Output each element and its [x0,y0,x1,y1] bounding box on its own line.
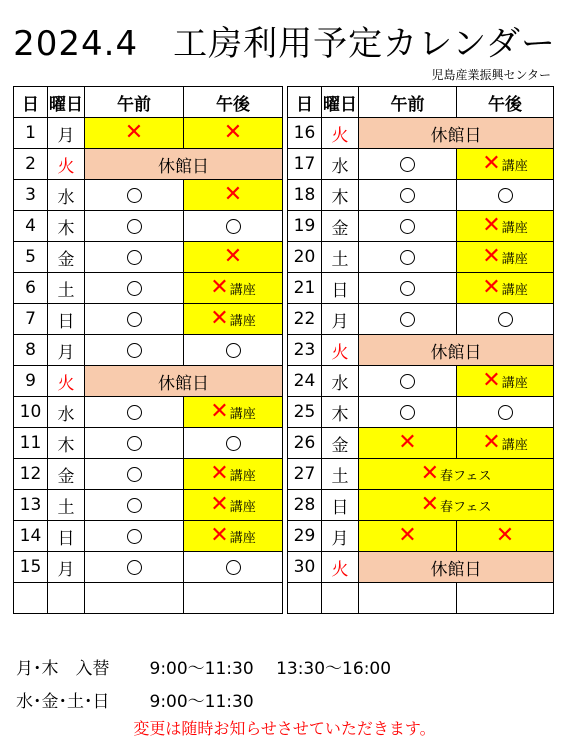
table-row [14,118,283,149]
day-number: 10 [14,397,48,428]
pm-slot-cell [184,552,283,583]
table-row [288,397,554,428]
header-weekday: 曜日 [48,87,85,118]
empty-cell [322,583,359,614]
weekday-cell: 月 [48,335,85,366]
cross-mark-icon: ✕ [124,120,144,145]
table-row [288,521,554,552]
organization-name: 児島産業振興センター [431,68,551,82]
weekday-cell: 木 [322,397,359,428]
empty-cell [184,583,283,614]
circle-mark-icon [127,281,142,296]
weekday-cell: 金 [48,242,85,273]
pm-slot-cell [184,242,283,273]
empty-cell [288,583,322,614]
pm-slot-cell [184,335,283,366]
am-slot-cell [85,428,184,459]
day-number: 9 [14,366,48,397]
weekday-cell: 水 [48,180,85,211]
cross-mark-icon: ✕ [210,492,229,517]
circle-mark-icon [127,560,142,575]
am-slot-cell [359,521,457,552]
circle-mark-icon [127,188,142,203]
table-row [14,335,283,366]
table-row [288,459,554,490]
lecture-note: 講座 [501,376,528,391]
am-slot-cell [85,397,184,428]
weekday-cell: 日 [48,304,85,335]
weekday-cell: 土 [322,242,359,273]
header-am: 午前 [359,87,457,118]
empty-cell [48,583,85,614]
circle-mark-icon [226,560,241,575]
day-number: 4 [14,211,48,242]
am-slot-cell [85,273,184,304]
am-slot-cell [85,552,184,583]
pm-slot-cell [457,273,554,304]
circle-mark-icon [400,374,415,389]
day-number: 16 [288,118,322,149]
lecture-note: 講座 [229,500,256,515]
pm-slot-cell [184,304,283,335]
footer-schedule-line-2 [16,687,254,712]
table-row [288,242,554,273]
pm-slot-cell [184,118,283,149]
day-number: 28 [288,490,322,521]
closed-day-cell: 休館日 [359,118,554,149]
pm-slot-cell [184,521,283,552]
circle-mark-icon [127,343,142,358]
day-number: 17 [288,149,322,180]
pm-slot-cell [184,428,283,459]
am-slot-cell [359,211,457,242]
table-row [14,211,283,242]
footer-line2-times: 9:00～11:30 [149,692,254,712]
circle-mark-icon [400,250,415,265]
weekday-cell: 月 [48,552,85,583]
cross-mark-icon: ✕ [482,151,501,176]
table-row [14,242,283,273]
weekday-cell: 日 [48,521,85,552]
table-row [14,366,283,397]
table-row [288,335,554,366]
cross-mark-icon: ✕ [210,399,229,424]
day-number: 6 [14,273,48,304]
pm-slot-cell [457,428,554,459]
day-number: 25 [288,397,322,428]
am-slot-cell [85,490,184,521]
header-pm: 午後 [457,87,554,118]
am-slot-cell [359,180,457,211]
circle-mark-icon [226,343,241,358]
cross-mark-icon: ✕ [420,492,440,517]
circle-mark-icon [498,188,513,203]
pm-slot-cell [457,149,554,180]
circle-mark-icon [127,219,142,234]
cross-mark-icon: ✕ [210,461,229,486]
lecture-note: 講座 [501,159,528,174]
table-row [288,149,554,180]
change-notice: 変更は随時お知らせさせていただきます。 [133,719,436,738]
weekday-cell: 日 [322,273,359,304]
day-number: 30 [288,552,322,583]
weekday-cell: 月 [322,304,359,335]
day-number: 19 [288,211,322,242]
weekday-cell: 月 [48,118,85,149]
table-row [288,304,554,335]
footer-line1-times: 9:00～11:30 13:30～16:00 [149,659,392,679]
weekday-cell: 金 [322,211,359,242]
event-note: 春フェス [440,500,492,515]
table-row [14,521,283,552]
cross-mark-icon: ✕ [482,244,501,269]
am-slot-cell [359,149,457,180]
weekday-cell: 火 [48,366,85,397]
lecture-note: 講座 [501,221,528,236]
calendar-title: 2024.4 工房利用予定カレンダー [13,24,556,64]
day-number: 26 [288,428,322,459]
empty-cell [85,583,184,614]
table-row [288,180,554,211]
cross-mark-icon: ✕ [482,430,501,455]
weekday-cell: 金 [322,428,359,459]
am-slot-cell [359,428,457,459]
header-row [14,87,283,118]
table-row [14,490,283,521]
cross-mark-icon: ✕ [223,244,243,269]
weekday-cell: 火 [322,335,359,366]
table-row [14,304,283,335]
lecture-note: 講座 [229,407,256,422]
table-row [14,273,283,304]
weekday-cell: 土 [48,273,85,304]
circle-mark-icon [400,312,415,327]
table-row [14,397,283,428]
weekday-cell: 木 [48,211,85,242]
day-number: 29 [288,521,322,552]
pm-slot-cell [457,304,554,335]
empty-cell [359,583,457,614]
circle-mark-icon [127,436,142,451]
day-number: 7 [14,304,48,335]
circle-mark-icon [498,312,513,327]
closed-day-cell: 休館日 [359,335,554,366]
day-number: 8 [14,335,48,366]
am-slot-cell [359,242,457,273]
weekday-cell: 木 [322,180,359,211]
weekday-cell: 土 [48,490,85,521]
am-slot-cell [85,304,184,335]
day-number: 11 [14,428,48,459]
circle-mark-icon [127,250,142,265]
event-cell [359,459,554,490]
circle-mark-icon [400,157,415,172]
am-slot-cell [359,304,457,335]
am-slot-cell [85,180,184,211]
table-row [288,428,554,459]
day-number: 23 [288,335,322,366]
closed-day-cell: 休館日 [85,366,283,397]
cross-mark-icon: ✕ [210,275,229,300]
day-number: 27 [288,459,322,490]
circle-mark-icon [226,219,241,234]
table-row [14,552,283,583]
cross-mark-icon: ✕ [495,523,515,548]
day-number: 20 [288,242,322,273]
header-row [288,87,554,118]
cross-mark-icon: ✕ [210,523,229,548]
circle-mark-icon [127,529,142,544]
table-row [14,428,283,459]
lecture-note: 講座 [501,283,528,298]
table-row [288,118,554,149]
table-row [288,490,554,521]
footer-line2-label: 水･金･土･日 [16,692,110,712]
circle-mark-icon [127,405,142,420]
am-slot-cell [85,211,184,242]
day-number: 24 [288,366,322,397]
am-slot-cell [85,242,184,273]
closed-day-cell: 休館日 [85,149,283,180]
table-row [288,211,554,242]
day-number: 14 [14,521,48,552]
cross-mark-icon: ✕ [223,120,243,145]
weekday-cell: 土 [322,459,359,490]
day-number: 1 [14,118,48,149]
header-pm: 午後 [184,87,283,118]
header-day: 日 [288,87,322,118]
day-number: 5 [14,242,48,273]
weekday-cell: 金 [48,459,85,490]
lecture-note: 講座 [501,438,528,453]
circle-mark-icon [226,436,241,451]
weekday-cell: 火 [48,149,85,180]
day-number: 3 [14,180,48,211]
pm-slot-cell [184,180,283,211]
header-weekday: 曜日 [322,87,359,118]
am-slot-cell [359,273,457,304]
day-number: 21 [288,273,322,304]
pm-slot-cell [184,211,283,242]
weekday-cell: 日 [322,490,359,521]
calendar-table-right [287,86,554,614]
weekday-cell: 木 [48,428,85,459]
cross-mark-icon: ✕ [398,523,417,548]
cross-mark-icon: ✕ [420,461,440,486]
circle-mark-icon [400,281,415,296]
pm-slot-cell [184,490,283,521]
circle-mark-icon [400,405,415,420]
event-note: 春フェス [440,469,492,484]
day-number: 18 [288,180,322,211]
weekday-cell: 水 [322,149,359,180]
pm-slot-cell [184,273,283,304]
lecture-note: 講座 [229,314,256,329]
day-number: 22 [288,304,322,335]
table-row [288,583,554,614]
pm-slot-cell [184,459,283,490]
pm-slot-cell [184,397,283,428]
weekday-cell: 月 [322,521,359,552]
am-slot-cell [85,335,184,366]
cross-mark-icon: ✕ [482,275,501,300]
day-number: 15 [14,552,48,583]
weekday-cell: 火 [322,118,359,149]
weekday-cell: 火 [322,552,359,583]
table-row [14,149,283,180]
am-slot-cell [85,521,184,552]
pm-slot-cell [457,397,554,428]
calendar-table-left [13,86,283,614]
weekday-cell: 水 [322,366,359,397]
footer-line1-label: 月･木 入替 [16,659,110,679]
cross-mark-icon: ✕ [482,368,501,393]
circle-mark-icon [400,188,415,203]
lecture-note: 講座 [229,283,256,298]
table-row [14,459,283,490]
circle-mark-icon [498,405,513,420]
table-row [288,552,554,583]
day-number: 13 [14,490,48,521]
am-slot-cell [359,366,457,397]
closed-day-cell: 休館日 [359,552,554,583]
cross-mark-icon: ✕ [223,182,243,207]
lecture-note: 講座 [229,469,256,484]
table-row [288,273,554,304]
lecture-note: 講座 [501,252,528,267]
header-am: 午前 [85,87,184,118]
cross-mark-icon: ✕ [482,213,501,238]
pm-slot-cell [457,242,554,273]
table-row [14,180,283,211]
pm-slot-cell [457,211,554,242]
weekday-cell: 水 [48,397,85,428]
circle-mark-icon [127,312,142,327]
cross-mark-icon: ✕ [210,306,229,331]
day-number: 2 [14,149,48,180]
table-row [288,366,554,397]
am-slot-cell [85,118,184,149]
pm-slot-cell [457,366,554,397]
pm-slot-cell [457,180,554,211]
pm-slot-cell [457,521,554,552]
am-slot-cell [85,459,184,490]
circle-mark-icon [400,219,415,234]
circle-mark-icon [127,467,142,482]
circle-mark-icon [127,498,142,513]
header-day: 日 [14,87,48,118]
day-number: 12 [14,459,48,490]
am-slot-cell [359,397,457,428]
event-cell [359,490,554,521]
lecture-note: 講座 [229,531,256,546]
cross-mark-icon: ✕ [398,430,417,455]
empty-cell [457,583,554,614]
footer-schedule-line-1 [16,654,391,679]
table-row [14,583,283,614]
empty-cell [14,583,48,614]
